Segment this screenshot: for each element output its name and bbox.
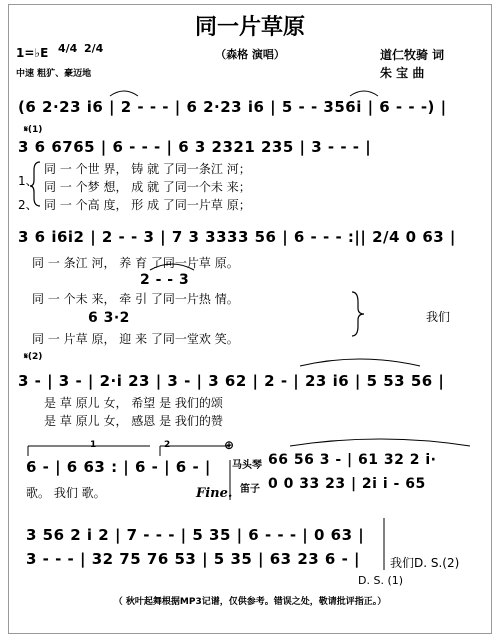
dal-segno-2: 我们D. S.(2) bbox=[390, 556, 460, 570]
melody-row-ending: 6 - | 6 63 : | 6 - | 6 - | bbox=[26, 458, 211, 476]
melody-row-verse: 3 6 6765 | 6 - - - | 6 3 2321 235 | 3 - - - | bbox=[18, 138, 372, 156]
lyric-line: 同 一 个未 来， 牵 引 了同一片热 情。 bbox=[32, 292, 239, 306]
alt-melody: 6 3·2 bbox=[88, 310, 130, 326]
instrument-morin-khuur: 马头琴 bbox=[232, 460, 262, 471]
lyric-line: 歌。 我们 歌。 bbox=[26, 486, 106, 500]
melody-row-verse-2: 3 6 i6i2 | 2 - - 3 | 7 3 3333 56 | 6 - - - :|| 2/4 0 63 | bbox=[18, 228, 456, 246]
fine-mark: Fine. bbox=[196, 486, 233, 501]
lyric-line: 同 一 个梦 想， 成 就 了同一个未 来； bbox=[44, 180, 251, 194]
lyric-line: 同 一 条江 河， 养 育 了同一片草 原。 bbox=[32, 256, 239, 270]
melody-row-coda-bottom: 3 - - - | 32 75 76 53 | 5 35 | 63 23 6 - | bbox=[26, 550, 361, 568]
coda-sign: ⊕ bbox=[224, 438, 235, 452]
lyric-line: 是 草 原儿 女， 希望 是 我们的颂 bbox=[44, 396, 223, 410]
instrument-dizi-notes: 0 0 33 23 | 2i i - 65 bbox=[268, 476, 426, 492]
volta-2-label: 2 bbox=[164, 440, 171, 450]
time-signature-a: 4/4 bbox=[58, 42, 78, 55]
singer-credit: （森格 演唱） bbox=[215, 48, 285, 61]
lyric-line: 同 一 个高 度， 形 成 了同一片草 原； bbox=[44, 198, 251, 212]
lyric-women: 我们 bbox=[426, 310, 451, 324]
song-title: 同一片草原 bbox=[194, 15, 305, 40]
transcription-note: （ 秋叶起舞根据MP3记谱，仅供参考。错误之处，敬请批评指正。） bbox=[113, 597, 387, 607]
composer-credit: 朱 宝 曲 bbox=[380, 66, 425, 80]
instrument-dizi: 笛子 bbox=[240, 484, 260, 495]
alt-melody: 2 - - 3 bbox=[140, 272, 190, 288]
key-signature: 1=♭E bbox=[16, 46, 49, 60]
segno-mark-1: 𝄋(1) bbox=[24, 125, 43, 135]
melody-row-intro: (6 2·23 i6 | 2 - - - | 6 2·23 i6 | 5 - - 356i | 6 - - -) | bbox=[18, 98, 447, 116]
time-signature-b: 2/4 bbox=[84, 42, 104, 55]
lyric-line: 同 一 个世 界， 铸 就 了同一条江 河； bbox=[44, 162, 251, 176]
melody-row-coda-top: 3 56 2 i 2 | 7 - - - | 5 35 | 6 - - - | 0 63 | bbox=[26, 526, 365, 544]
volta-1-label: 1 bbox=[90, 440, 97, 450]
lyric-line: 同 一 片草 原， 迎 来 了同一堂欢 笑。 bbox=[32, 332, 239, 346]
dal-segno-1: D. S. (1) bbox=[358, 574, 404, 587]
tempo-marking: 中速 粗犷、豪迈地 bbox=[16, 69, 92, 79]
verse-number-2: 2、 bbox=[18, 198, 38, 212]
instrument-morin-khuur-notes: 66 56 3 - | 61 32 2 i· bbox=[268, 452, 437, 468]
lyricist-credit: 道仁牧骑 词 bbox=[380, 48, 445, 62]
segno-mark-2: 𝄋(2) bbox=[24, 352, 43, 362]
lyric-line: 是 草 原儿 女， 感恩 是 我们的赞 bbox=[44, 414, 223, 428]
verse-number-1: 1、 bbox=[18, 174, 38, 188]
melody-row-chorus: 3 - | 3 - | 2·i 23 | 3 - | 3 62 | 2 - | 23 i6 | 5 53 56 | bbox=[18, 372, 445, 390]
